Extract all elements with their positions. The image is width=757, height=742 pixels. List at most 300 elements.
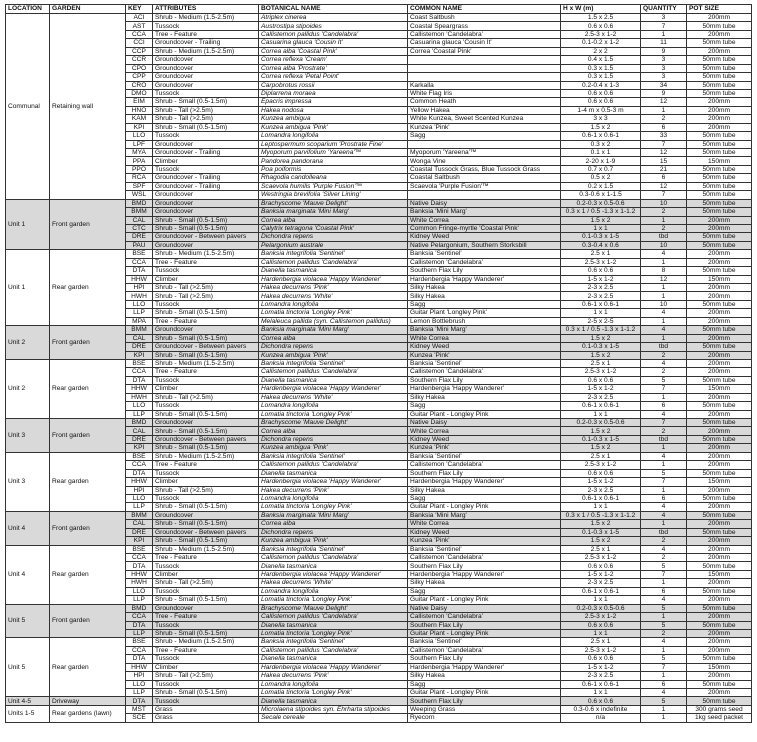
common-name-cell: Kunzea 'Pink' xyxy=(408,351,561,359)
botanical-name-cell: Lomandra longifolia xyxy=(259,132,408,140)
quantity-cell: 1 xyxy=(641,444,687,452)
quantity-cell: 2 xyxy=(641,427,687,435)
quantity-cell: 3 xyxy=(641,73,687,81)
table-row xyxy=(6,604,752,612)
key-cell: HWH xyxy=(126,292,153,300)
botanical-name-cell: Banksia integrifolia 'Sentinel' xyxy=(259,452,408,460)
pot-size-cell: 50mm tube xyxy=(687,132,752,140)
common-name-cell: Kidney Weed xyxy=(408,233,561,241)
pot-size-cell: 50mm tube xyxy=(687,376,752,384)
common-name-cell: Kunzea 'Pink' xyxy=(408,537,561,545)
pot-size-cell: 200mm xyxy=(687,368,752,376)
key-cell: CAL xyxy=(126,216,153,224)
key-cell: HHW xyxy=(126,663,153,671)
hw-cell: 1.5 x 2 xyxy=(561,444,641,452)
pot-size-cell: 150mm xyxy=(687,275,752,283)
common-name-cell: Kunzea 'Pink' xyxy=(408,444,561,452)
pot-size-cell: 150mm xyxy=(687,385,752,393)
quantity-cell: 1 xyxy=(641,393,687,401)
quantity-cell: 3 xyxy=(641,64,687,72)
key-cell: SPF xyxy=(126,182,153,190)
pot-size-cell: 200mm xyxy=(687,47,752,55)
location-cell: Communal xyxy=(6,14,50,200)
attributes-cell: Groundcover xyxy=(153,241,259,249)
garden-cell: Rear garden xyxy=(50,545,126,604)
key-cell: EIM xyxy=(126,98,153,106)
attributes-cell: Climber xyxy=(153,385,259,393)
hw-cell: 1 x 1 xyxy=(561,689,641,697)
key-cell: RCA xyxy=(126,174,153,182)
quantity-cell: 1 xyxy=(641,258,687,266)
quantity-cell: 2 xyxy=(641,208,687,216)
common-name-cell: Guitar Plant - Longley Pink xyxy=(408,410,561,418)
hw-cell: 1-5 x 1-2 xyxy=(561,385,641,393)
common-name-cell: Silky Hakea xyxy=(408,393,561,401)
key-cell: CAL xyxy=(126,520,153,528)
garden-cell: Front garden xyxy=(50,604,126,638)
key-cell: LLP xyxy=(126,596,153,604)
attributes-cell: Tussock xyxy=(153,494,259,502)
key-cell: PPA xyxy=(126,157,153,165)
pot-size-cell: 50mm tube xyxy=(687,174,752,182)
key-cell: LPF xyxy=(126,140,153,148)
common-name-cell xyxy=(408,64,561,72)
key-cell: LLP xyxy=(126,503,153,511)
attributes-cell: Grass xyxy=(153,705,259,713)
attributes-cell: Shrub - Small (0.5-1.5m) xyxy=(153,427,259,435)
common-name-cell: Native Daisy xyxy=(408,604,561,612)
pot-size-cell: 200mm xyxy=(687,359,752,367)
hw-cell: 0.6 x 0.6 xyxy=(561,562,641,570)
common-name-cell: Hardenbergia 'Happy Wanderer' xyxy=(408,385,561,393)
botanical-name-cell: Correa reflexa 'Petal Point' xyxy=(259,73,408,81)
hw-cell: 1-4 m x 0.5-3 m xyxy=(561,106,641,114)
table-body xyxy=(6,14,752,723)
botanical-name-cell: Epacris impressa xyxy=(259,98,408,106)
pot-size-cell: 200mm xyxy=(687,646,752,654)
common-name-cell: Silky Hakea xyxy=(408,292,561,300)
botanical-name-cell: Hardenbergia violacea 'Happy Wanderer' xyxy=(259,663,408,671)
common-name-cell: Callistemon 'Candelabra' xyxy=(408,30,561,38)
table-row xyxy=(6,452,752,460)
common-name-cell: White Correa xyxy=(408,427,561,435)
hw-cell: 0.6-1 x 0.6-1 xyxy=(561,300,641,308)
botanical-name-cell: Hardenbergia violacea 'Happy Wanderer' xyxy=(259,275,408,283)
quantity-cell: 1 xyxy=(641,672,687,680)
key-cell: LLO xyxy=(126,680,153,688)
quantity-cell: 1 xyxy=(641,317,687,325)
quantity-cell: 9 xyxy=(641,89,687,97)
quantity-cell: 5 xyxy=(641,621,687,629)
attributes-cell: Tussock xyxy=(153,132,259,140)
quantity-cell: 4 xyxy=(641,638,687,646)
hw-cell: 2.5-3 x 1-2 xyxy=(561,368,641,376)
pot-size-cell: 200mm xyxy=(687,427,752,435)
quantity-cell: 33 xyxy=(641,132,687,140)
key-cell: DTA xyxy=(126,697,153,705)
key-cell: CCA xyxy=(126,554,153,562)
attributes-cell: Groundcover - Trailing xyxy=(153,39,259,47)
common-name-cell: Weeping Grass xyxy=(408,705,561,713)
hw-cell: 0.7 x 0.7 xyxy=(561,165,641,173)
pot-size-cell: 50mm tube xyxy=(687,199,752,207)
attributes-cell: Tussock xyxy=(153,562,259,570)
quantity-cell: 34 xyxy=(641,81,687,89)
hw-cell: 0.1-0.2 x 1-2 xyxy=(561,39,641,47)
common-name-cell: Callistemon 'Candelabra' xyxy=(408,554,561,562)
hw-cell: 2.5 x 1 xyxy=(561,452,641,460)
attributes-cell: Shrub - Medium (1.5-2.5m) xyxy=(153,545,259,553)
botanical-name-cell: Austrostipa stipoides xyxy=(259,22,408,30)
key-cell: LLP xyxy=(126,309,153,317)
quantity-cell: 5 xyxy=(641,697,687,705)
attributes-cell: Tussock xyxy=(153,621,259,629)
attributes-cell: Shrub - Medium (1.5-2.5m) xyxy=(153,452,259,460)
attributes-cell: Groundcover xyxy=(153,140,259,148)
quantity-cell: 1 xyxy=(641,705,687,713)
common-name-cell: Silky Hakea xyxy=(408,486,561,494)
pot-size-cell: 50mm tube xyxy=(687,182,752,190)
attributes-cell: Shrub - Tall (>2.5m) xyxy=(153,115,259,123)
garden-cell: Rear garden xyxy=(50,250,126,326)
quantity-cell: 1 xyxy=(641,216,687,224)
quantity-cell: 1 xyxy=(641,284,687,292)
common-name-cell: Hardenbergia 'Happy Wanderer' xyxy=(408,570,561,578)
quantity-cell: 7 xyxy=(641,570,687,578)
common-name-cell: Myoporum 'Yareena'™ xyxy=(408,149,561,157)
key-cell: KAM xyxy=(126,115,153,123)
attributes-cell: Tree - Feature xyxy=(153,317,259,325)
common-name-cell: Coastal Saltbush xyxy=(408,174,561,182)
attributes-cell: Tussock xyxy=(153,697,259,705)
key-cell: BMM xyxy=(126,326,153,334)
quantity-cell: tbd xyxy=(641,233,687,241)
pot-size-cell: 50mm tube xyxy=(687,326,752,334)
botanical-name-cell: Atriplex cinerea xyxy=(259,14,408,22)
hw-cell: 2.5 x 1 xyxy=(561,250,641,258)
attributes-cell: Shrub - Medium (1.5-2.5m) xyxy=(153,638,259,646)
quantity-cell: 9 xyxy=(641,47,687,55)
botanical-name-cell: Dianella tasmanica xyxy=(259,621,408,629)
attributes-cell: Groundcover - Trailing xyxy=(153,174,259,182)
common-name-cell: Kidney Weed xyxy=(408,528,561,536)
quantity-cell: 4 xyxy=(641,359,687,367)
pot-size-cell: 200mm xyxy=(687,486,752,494)
attributes-cell: Shrub - Tall (>2.5m) xyxy=(153,672,259,680)
hw-cell: 1-5 x 1-2 xyxy=(561,570,641,578)
botanical-name-cell: Hakea decurrens 'White' xyxy=(259,579,408,587)
pot-size-cell: 200mm xyxy=(687,596,752,604)
attributes-cell: Groundcover - Between pavers xyxy=(153,528,259,536)
quantity-cell: 1 xyxy=(641,30,687,38)
quantity-cell: 10 xyxy=(641,300,687,308)
pot-size-cell: 50mm tube xyxy=(687,39,752,47)
pot-size-cell: 200mm xyxy=(687,613,752,621)
attributes-cell: Groundcover xyxy=(153,64,259,72)
quantity-cell: 6 xyxy=(641,402,687,410)
common-name-cell: Southern Flax Lily xyxy=(408,562,561,570)
common-name-cell: Guitar Plant 'Longley Pink' xyxy=(408,309,561,317)
botanical-name-cell: Dianella tasmanica xyxy=(259,655,408,663)
header-hw: H x W (m) xyxy=(561,5,641,14)
quantity-cell: 6 xyxy=(641,174,687,182)
botanical-name-cell: Brachyscome 'Mauve Delight' xyxy=(259,199,408,207)
key-cell: CPP xyxy=(126,73,153,81)
botanical-name-cell: Banksia integrifolia 'Sentinel' xyxy=(259,545,408,553)
attributes-cell: Tree - Feature xyxy=(153,258,259,266)
pot-size-cell: 50mm tube xyxy=(687,300,752,308)
botanical-name-cell: Carpobrotus rossii xyxy=(259,81,408,89)
botanical-name-cell: Hakea decurrens 'Pink' xyxy=(259,284,408,292)
attributes-cell: Shrub - Medium (1.5-2.5m) xyxy=(153,359,259,367)
pot-size-cell: 200mm xyxy=(687,216,752,224)
hw-cell: 0.1-0.3 x 1-5 xyxy=(561,343,641,351)
attributes-cell: Tree - Feature xyxy=(153,646,259,654)
botanical-name-cell: Dichondra repens xyxy=(259,343,408,351)
botanical-name-cell: Kunzea ambigua xyxy=(259,115,408,123)
attributes-cell: Groundcover xyxy=(153,199,259,207)
pot-size-cell: 200mm xyxy=(687,284,752,292)
key-cell: CCI xyxy=(126,39,153,47)
quantity-cell: 4 xyxy=(641,503,687,511)
botanical-name-cell: Dianella tasmanica xyxy=(259,376,408,384)
pot-size-cell: 200mm xyxy=(687,14,752,22)
botanical-name-cell: Callistemon pallidus 'Candelabra' xyxy=(259,646,408,654)
common-name-cell: Common Heath xyxy=(408,98,561,106)
hw-cell: 0.6 x 0.6 xyxy=(561,267,641,275)
quantity-cell: 5 xyxy=(641,376,687,384)
attributes-cell: Groundcover - Between pavers xyxy=(153,233,259,241)
attributes-cell: Grass xyxy=(153,714,259,722)
common-name-cell: Sagg xyxy=(408,587,561,595)
botanical-name-cell: Secale cereale xyxy=(259,714,408,722)
pot-size-cell: 50mm tube xyxy=(687,56,752,64)
botanical-name-cell: Lomatia tinctoria 'Longley Pink' xyxy=(259,410,408,418)
quantity-cell: 1 xyxy=(641,486,687,494)
botanical-name-cell: Correa alba xyxy=(259,520,408,528)
pot-size-cell: 200mm xyxy=(687,30,752,38)
pot-size-cell: 50mm tube xyxy=(687,587,752,595)
hw-cell: 2.5-3 x 1-2 xyxy=(561,613,641,621)
botanical-name-cell: Hakea nodosa xyxy=(259,106,408,114)
quantity-cell: 15 xyxy=(641,157,687,165)
attributes-cell: Tree - Feature xyxy=(153,368,259,376)
common-name-cell: Sagg xyxy=(408,132,561,140)
hw-cell: 0.6 x 0.6 xyxy=(561,469,641,477)
pot-size-cell: 200mm xyxy=(687,123,752,131)
attributes-cell: Tussock xyxy=(153,469,259,477)
key-cell: KPI xyxy=(126,123,153,131)
botanical-name-cell: Dianella tasmanica xyxy=(259,267,408,275)
hw-cell: 2-3 x 2.5 xyxy=(561,292,641,300)
hw-cell: 1.5 x 2 xyxy=(561,123,641,131)
pot-size-cell: 150mm xyxy=(687,157,752,165)
hw-cell: 0.3 x 2 xyxy=(561,140,641,148)
hw-cell: 2-3 x 2.5 xyxy=(561,393,641,401)
hw-cell: 0.1-0.3 x 1-5 xyxy=(561,435,641,443)
garden-cell: Rear gardens (lawn) xyxy=(50,705,126,722)
key-cell: DTA xyxy=(126,469,153,477)
common-name-cell xyxy=(408,73,561,81)
attributes-cell: Tussock xyxy=(153,267,259,275)
quantity-cell: 2 xyxy=(641,537,687,545)
quantity-cell: 7 xyxy=(641,191,687,199)
quantity-cell: 1 xyxy=(641,334,687,342)
attributes-cell: Shrub - Small (0.5-1.5m) xyxy=(153,629,259,637)
common-name-cell: White Correa xyxy=(408,520,561,528)
pot-size-cell: 200mm xyxy=(687,537,752,545)
common-name-cell: Correa 'Coastal Pink' xyxy=(408,47,561,55)
hw-cell: 0.4 x 1.5 xyxy=(561,56,641,64)
quantity-cell: 2 xyxy=(641,629,687,637)
key-cell: DRE xyxy=(126,528,153,536)
pot-size-cell: 50mm tube xyxy=(687,267,752,275)
table-row xyxy=(6,697,752,705)
quantity-cell: 1 xyxy=(641,520,687,528)
attributes-cell: Tree - Feature xyxy=(153,461,259,469)
common-name-cell xyxy=(408,56,561,64)
botanical-name-cell: Callistemon pallidus 'Candelabra' xyxy=(259,30,408,38)
common-name-cell: Hardenbergia 'Happy Wanderer' xyxy=(408,275,561,283)
hw-cell: n/a xyxy=(561,714,641,722)
botanical-name-cell: Callistemon pallidus 'Candelabra' xyxy=(259,258,408,266)
pot-size-cell: 50mm tube xyxy=(687,419,752,427)
common-name-cell: Silky Hakea xyxy=(408,672,561,680)
botanical-name-cell: Dichondra repens xyxy=(259,435,408,443)
pot-size-cell: 50mm tube xyxy=(687,697,752,705)
pot-size-cell: 150mm xyxy=(687,570,752,578)
quantity-cell: 7 xyxy=(641,22,687,30)
botanical-name-cell: Lomatia tinctoria 'Longley Pink' xyxy=(259,503,408,511)
botanical-name-cell: Correa alba xyxy=(259,334,408,342)
common-name-cell: Banksia 'Sentinel' xyxy=(408,452,561,460)
attributes-cell: Groundcover xyxy=(153,604,259,612)
attributes-cell: Shrub - Tall (>2.5m) xyxy=(153,486,259,494)
pot-size-cell: 50mm tube xyxy=(687,22,752,30)
hw-cell: 1 x 1 xyxy=(561,596,641,604)
hw-cell: 2-3 x 2.5 xyxy=(561,284,641,292)
quantity-cell: 3 xyxy=(641,14,687,22)
common-name-cell: Kidney Weed xyxy=(408,343,561,351)
hw-cell: 0.6 x 0.6 xyxy=(561,22,641,30)
hw-cell: 0.2-0.4 x 1-3 xyxy=(561,81,641,89)
common-name-cell: Southern Flax Lily xyxy=(408,376,561,384)
attributes-cell: Tree - Feature xyxy=(153,554,259,562)
table-row xyxy=(6,14,752,22)
hw-cell: 0.6-1 x 0.6-1 xyxy=(561,587,641,595)
key-cell: BSE xyxy=(126,250,153,258)
key-cell: LLO xyxy=(126,300,153,308)
pot-size-cell: 200mm xyxy=(687,309,752,317)
location-cell: Unit 2 xyxy=(6,326,50,360)
hw-cell: 2-3 x 2.5 xyxy=(561,672,641,680)
key-cell: DRE xyxy=(126,233,153,241)
location-cell: Units 1-5 xyxy=(6,705,50,722)
hw-cell: 1 x 1 xyxy=(561,309,641,317)
common-name-cell: Banksia 'Sentinel' xyxy=(408,545,561,553)
attributes-cell: Shrub - Medium (1.5-2.5m) xyxy=(153,250,259,258)
table-row xyxy=(6,250,752,258)
attributes-cell: Shrub - Small (0.5-1.5m) xyxy=(153,520,259,528)
pot-size-cell: 50mm tube xyxy=(687,64,752,72)
hw-cell: 2-3 x 2.5 xyxy=(561,579,641,587)
header-quantity: QUANTITY xyxy=(641,5,687,14)
botanical-name-cell: Brachyscome 'Mauve Delight' xyxy=(259,419,408,427)
common-name-cell: Banksia 'Sentinel' xyxy=(408,359,561,367)
attributes-cell: Climber xyxy=(153,663,259,671)
botanical-name-cell: Kunzea ambigua 'Pink' xyxy=(259,444,408,452)
attributes-cell: Tussock xyxy=(153,165,259,173)
pot-size-cell: 200mm xyxy=(687,672,752,680)
common-name-cell: Guitar Plant - Longley Pink xyxy=(408,629,561,637)
pot-size-cell: 200mm xyxy=(687,444,752,452)
key-cell: WSL xyxy=(126,191,153,199)
botanical-name-cell: Lomandra longifolia xyxy=(259,402,408,410)
common-name-cell: Native Daisy xyxy=(408,199,561,207)
attributes-cell: Groundcover - Trailing xyxy=(153,182,259,190)
common-name-cell: Hardenbergia 'Happy Wanderer' xyxy=(408,663,561,671)
common-name-cell: Ryecorn xyxy=(408,714,561,722)
quantity-cell: 10 xyxy=(641,199,687,207)
quantity-cell: 6 xyxy=(641,123,687,131)
botanical-name-cell: Brachyscome 'Mauve Delight' xyxy=(259,604,408,612)
garden-cell: Front garden xyxy=(50,511,126,545)
attributes-cell: Shrub - Small (0.5-1.5m) xyxy=(153,410,259,418)
attributes-cell: Groundcover xyxy=(153,56,259,64)
botanical-name-cell: Microlaena stipoides syn. Ehrharta stipoides xyxy=(259,705,408,713)
garden-cell: Driveway xyxy=(50,697,126,705)
pot-size-cell: 200mm xyxy=(687,351,752,359)
botanical-name-cell: Lomandra longifolia xyxy=(259,680,408,688)
pot-size-cell: 50mm tube xyxy=(687,435,752,443)
key-cell: CCA xyxy=(126,368,153,376)
hw-cell: 3 x 3 xyxy=(561,115,641,123)
key-cell: CCA xyxy=(126,461,153,469)
key-cell: KPI xyxy=(126,351,153,359)
attributes-cell: Shrub - Small (0.5-1.5m) xyxy=(153,123,259,131)
attributes-cell: Shrub - Tall (>2.5m) xyxy=(153,579,259,587)
key-cell: HWH xyxy=(126,579,153,587)
attributes-cell: Shrub - Tall (>2.5m) xyxy=(153,284,259,292)
quantity-cell: 6 xyxy=(641,680,687,688)
location-cell: Unit 5 xyxy=(6,638,50,697)
botanical-name-cell: Hardenbergia violacea 'Happy Wanderer' xyxy=(259,478,408,486)
hw-cell: 1.5 x 2 xyxy=(561,520,641,528)
quantity-cell: 12 xyxy=(641,182,687,190)
header-row xyxy=(6,5,752,14)
attributes-cell: Shrub - Small (0.5-1.5m) xyxy=(153,98,259,106)
botanical-name-cell: Hardenbergia violacea 'Happy Wanderer' xyxy=(259,570,408,578)
attributes-cell: Groundcover - Trailing xyxy=(153,149,259,157)
pot-size-cell: 200mm xyxy=(687,292,752,300)
garden-cell: Rear garden xyxy=(50,638,126,697)
hw-cell: 1 x 1 xyxy=(561,224,641,232)
attributes-cell: Shrub - Small (0.5-1.5m) xyxy=(153,503,259,511)
key-cell: DRE xyxy=(126,435,153,443)
hw-cell: 0.6 x 0.6 xyxy=(561,697,641,705)
common-name-cell: Hardenbergia 'Happy Wanderer' xyxy=(408,478,561,486)
botanical-name-cell: Correa alba 'Prostrate' xyxy=(259,64,408,72)
attributes-cell: Groundcover xyxy=(153,81,259,89)
common-name-cell: Callistemon 'Candelabra' xyxy=(408,368,561,376)
quantity-cell: 5 xyxy=(641,604,687,612)
hw-cell: 2.5 x 1 xyxy=(561,638,641,646)
pot-size-cell: 50mm tube xyxy=(687,469,752,477)
pot-size-cell: 50mm tube xyxy=(687,402,752,410)
botanical-name-cell: Hakea decurrens 'Pink' xyxy=(259,486,408,494)
attributes-cell: Tussock xyxy=(153,655,259,663)
key-cell: HPI xyxy=(126,486,153,494)
